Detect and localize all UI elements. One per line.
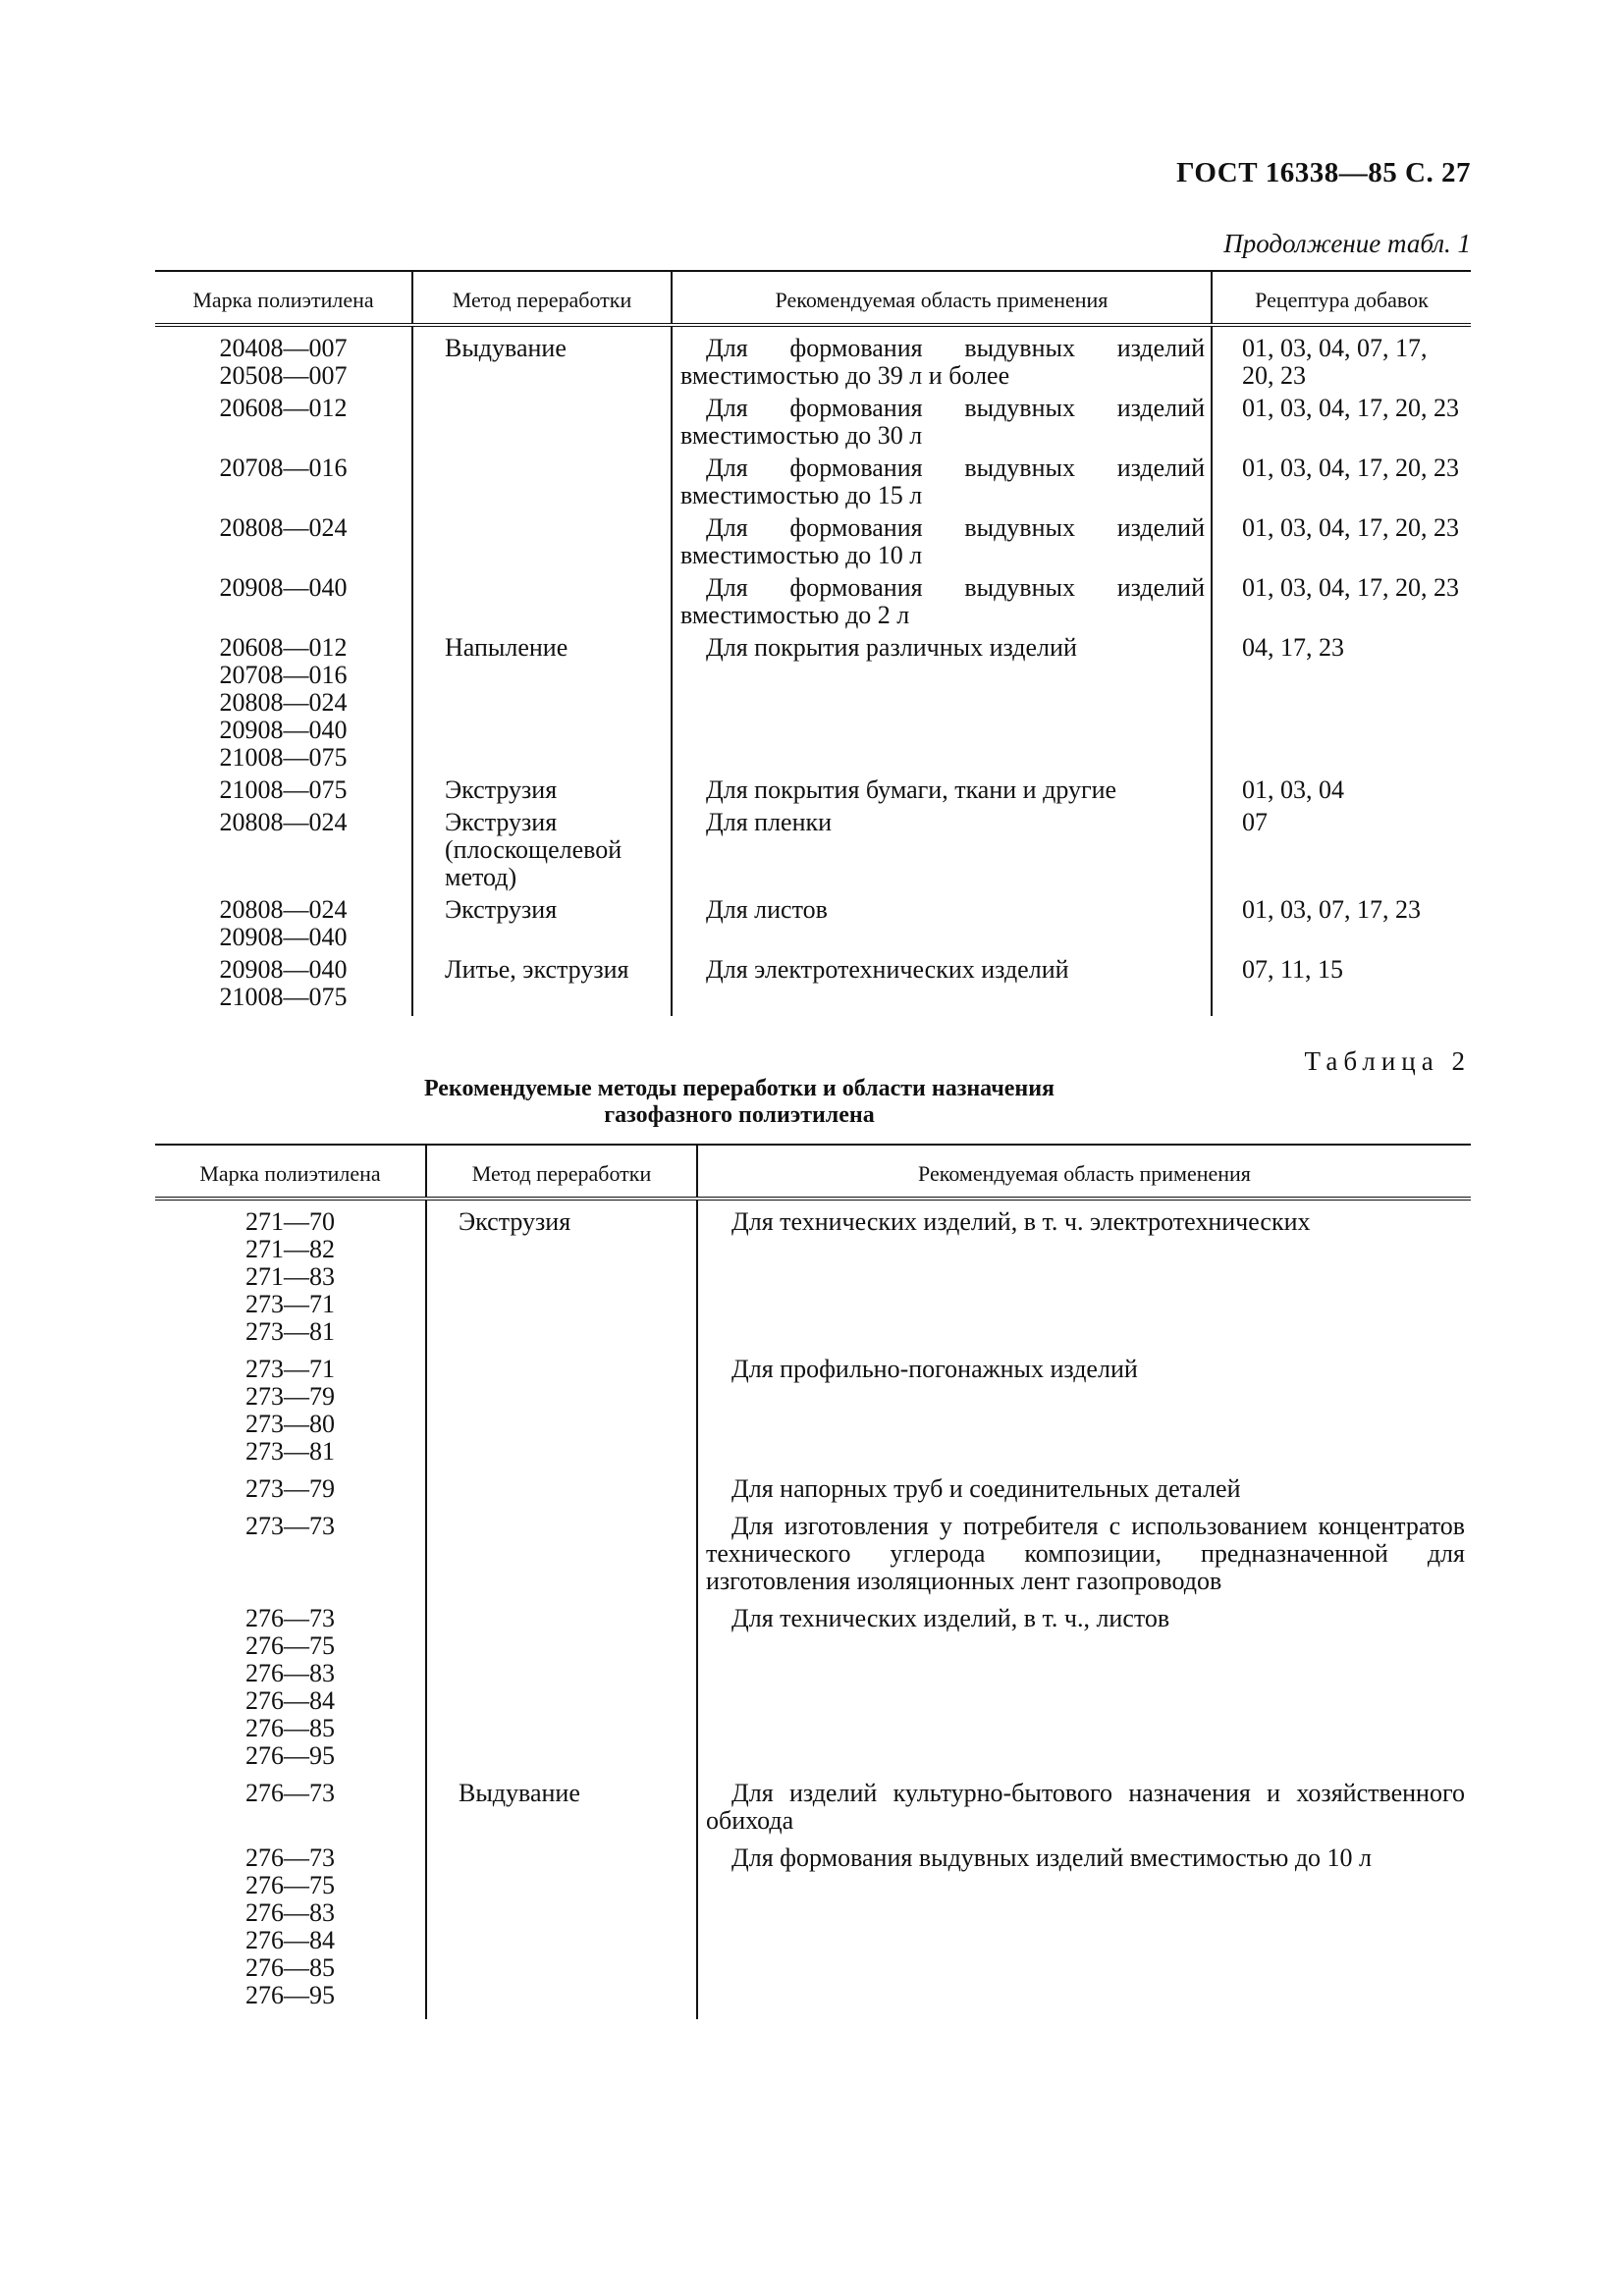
table2 (155, 1144, 1471, 2019)
table-row (155, 634, 1471, 776)
area-cell: Для покрытия бумаги, ткани и другие (672, 776, 1212, 809)
additives-cell: 04, 17, 23 (1212, 634, 1471, 776)
polyethylene-mark: 273—71 (245, 1290, 335, 1318)
polyethylene-mark: 20908—040 (219, 955, 348, 984)
area-cell: Для профильно-погонажных изделий (697, 1356, 1471, 1475)
additives-cell: 01, 03, 04, 07, 17, 20, 23 (1212, 325, 1471, 395)
method-cell: Напыление (412, 634, 672, 776)
polyethylene-mark: 20908—040 (219, 923, 348, 951)
area-cell: Для электротехнических изделий (672, 956, 1212, 1016)
method-cell (412, 395, 672, 454)
polyethylene-mark: 276—73 (245, 1604, 335, 1632)
polyethylene-mark: 20908—040 (219, 716, 348, 744)
table-row (155, 325, 1471, 395)
table2-col-area: Рекомендуемая область применения (697, 1145, 1471, 1199)
area-cell: Для технических изделий, в т. ч., листов (697, 1605, 1471, 1780)
polyethylene-mark: 20908—040 (219, 573, 348, 602)
polyethylene-mark: 276—75 (245, 1631, 335, 1660)
method-cell (426, 1475, 697, 1513)
table-row (155, 1844, 1471, 2019)
polyethylene-mark: 20608—012 (219, 394, 348, 422)
mark-cell (155, 1199, 426, 1356)
table1-header-row (155, 271, 1471, 325)
area-cell: Для изготовления у потребителя с использованием концентратов технического углерода композиции, предназначенной для изготовления изоляционных лент газопроводов (697, 1513, 1471, 1605)
polyethylene-mark: 276—85 (245, 1953, 335, 1982)
area-cell: Для формования выдувных изделий вместимостью до 2 л (672, 574, 1212, 634)
area-cell: Для покрытия различных изделий (672, 634, 1212, 776)
table-row (155, 956, 1471, 1016)
polyethylene-mark: 273—73 (245, 1512, 335, 1540)
additives-cell: 01, 03, 07, 17, 23 (1212, 896, 1471, 956)
mark-cell (155, 896, 412, 956)
method-cell (412, 454, 672, 514)
polyethylene-mark: 21008—075 (219, 775, 348, 804)
additives-cell: 01, 03, 04, 17, 20, 23 (1212, 454, 1471, 514)
polyethylene-mark: 273—81 (245, 1437, 335, 1466)
mark-cell (155, 776, 412, 809)
polyethylene-mark: 276—73 (245, 1843, 335, 1872)
table-row (155, 1199, 1471, 1356)
table2-header-row (155, 1145, 1471, 1199)
polyethylene-mark: 276—83 (245, 1898, 335, 1927)
polyethylene-mark: 276—73 (245, 1779, 335, 1807)
polyethylene-mark: 21008—075 (219, 743, 348, 772)
method-cell: Экструзия (412, 776, 672, 809)
polyethylene-mark: 273—80 (245, 1410, 335, 1438)
table1 (155, 270, 1471, 1016)
mark-cell (155, 1605, 426, 1780)
table-row (155, 809, 1471, 896)
polyethylene-mark: 276—84 (245, 1926, 335, 1954)
mark-cell (155, 1780, 426, 1844)
method-cell: Экструзия (426, 1199, 697, 1356)
polyethylene-mark: 20608—012 (219, 633, 348, 662)
table1-body (155, 325, 1471, 1016)
table-row (155, 1780, 1471, 1844)
table-row (155, 896, 1471, 956)
polyethylene-mark: 276—95 (245, 1981, 335, 2009)
mark-cell (155, 574, 412, 634)
table-row (155, 1475, 1471, 1513)
mark-cell (155, 325, 412, 395)
mark-cell (155, 514, 412, 574)
area-cell: Для пленки (672, 809, 1212, 896)
area-cell: Для технических изделий, в т. ч. электротехнических (697, 1199, 1471, 1356)
polyethylene-mark: 273—81 (245, 1317, 335, 1346)
area-cell: Для формования выдувных изделий вместимостью до 15 л (672, 454, 1212, 514)
table2-title-line2: газофазного полиэтилена (604, 1102, 875, 1128)
area-cell: Для изделий культурно-бытового назначения и хозяйственного обихода (697, 1780, 1471, 1844)
polyethylene-mark: 271—83 (245, 1262, 335, 1291)
polyethylene-mark: 20808—024 (219, 513, 348, 542)
method-cell (426, 1605, 697, 1780)
method-cell (426, 1844, 697, 2019)
method-cell (412, 574, 672, 634)
polyethylene-mark: 276—83 (245, 1659, 335, 1687)
table2-col-method: Метод переработки (426, 1145, 697, 1199)
polyethylene-mark: 20708—016 (219, 454, 348, 482)
method-cell (426, 1356, 697, 1475)
method-cell: Экструзия (412, 896, 672, 956)
additives-cell: 07 (1212, 809, 1471, 896)
polyethylene-mark: 271—82 (245, 1235, 335, 1263)
table-row (155, 395, 1471, 454)
mark-cell (155, 1844, 426, 2019)
table1-col-method: Метод переработки (412, 271, 672, 325)
table-row (155, 574, 1471, 634)
table2-col-mark: Марка полиэтилена (155, 1145, 426, 1199)
polyethylene-mark: 20408—007 (219, 334, 348, 362)
mark-cell (155, 634, 412, 776)
table1-continuation-label: Продолжение табл. 1 (1223, 229, 1471, 258)
mark-cell (155, 1356, 426, 1475)
area-cell: Для формования выдувных изделий вместимостью до 39 л и более (672, 325, 1212, 395)
polyethylene-mark: 20808—024 (219, 895, 348, 924)
table2-number: Таблица 2 (1304, 1046, 1471, 1076)
mark-cell (155, 395, 412, 454)
method-cell: Выдувание (426, 1780, 697, 1844)
polyethylene-mark: 21008—075 (219, 983, 348, 1011)
area-cell: Для формования выдувных изделий вместимостью до 10 л (672, 514, 1212, 574)
area-cell: Для формования выдувных изделий вместимостью до 30 л (672, 395, 1212, 454)
polyethylene-mark: 273—79 (245, 1382, 335, 1411)
polyethylene-mark: 20508—007 (219, 361, 348, 390)
table1-col-additives: Рецептура добавок (1212, 271, 1471, 325)
table1-col-mark: Марка полиэтилена (155, 271, 412, 325)
additives-cell: 01, 03, 04 (1212, 776, 1471, 809)
mark-cell (155, 1475, 426, 1513)
table1-col-area: Рекомендуемая область применения (672, 271, 1212, 325)
polyethylene-mark: 273—79 (245, 1474, 335, 1503)
area-cell: Для листов (672, 896, 1212, 956)
polyethylene-mark: 276—95 (245, 1741, 335, 1770)
table-row (155, 1605, 1471, 1780)
page-header: ГОСТ 16338—85 С. 27 (1176, 157, 1471, 188)
method-cell: Выдувание (412, 325, 672, 395)
polyethylene-mark: 20808—024 (219, 688, 348, 717)
table2-title (155, 1076, 1471, 1129)
polyethylene-mark: 271—70 (245, 1207, 335, 1236)
table-row (155, 1356, 1471, 1475)
method-cell (412, 514, 672, 574)
table-row (155, 514, 1471, 574)
table-row (155, 1513, 1471, 1605)
area-cell: Для напорных труб и соединительных деталей (697, 1475, 1471, 1513)
method-cell: Экструзия (плоскощелевой метод) (412, 809, 672, 896)
polyethylene-mark: 20808—024 (219, 808, 348, 836)
polyethylene-mark: 20708—016 (219, 661, 348, 689)
area-cell: Для формования выдувных изделий вместимостью до 10 л (697, 1844, 1471, 2019)
mark-cell (155, 454, 412, 514)
polyethylene-mark: 273—71 (245, 1355, 335, 1383)
table2-body (155, 1199, 1471, 2019)
mark-cell (155, 1513, 426, 1605)
additives-cell: 01, 03, 04, 17, 20, 23 (1212, 395, 1471, 454)
polyethylene-mark: 276—85 (245, 1714, 335, 1742)
additives-cell: 01, 03, 04, 17, 20, 23 (1212, 574, 1471, 634)
additives-cell: 01, 03, 04, 17, 20, 23 (1212, 514, 1471, 574)
mark-cell (155, 809, 412, 896)
additives-cell: 07, 11, 15 (1212, 956, 1471, 1016)
method-cell (426, 1513, 697, 1605)
polyethylene-mark: 276—84 (245, 1686, 335, 1715)
method-cell: Литье, экструзия (412, 956, 672, 1016)
table-row (155, 454, 1471, 514)
table2-title-line1: Рекомендуемые методы переработки и области назначения (423, 1076, 1055, 1101)
table-row (155, 776, 1471, 809)
mark-cell (155, 956, 412, 1016)
polyethylene-mark: 276—75 (245, 1871, 335, 1899)
